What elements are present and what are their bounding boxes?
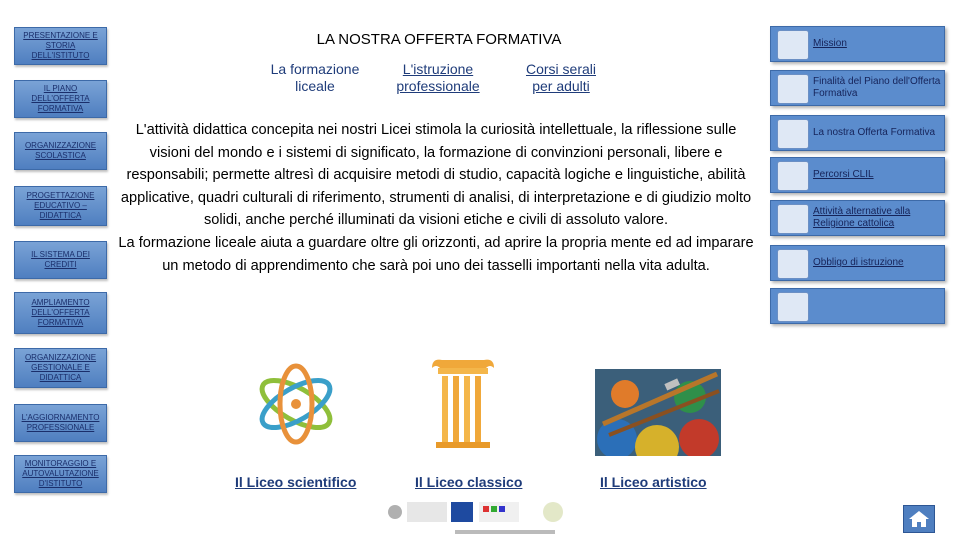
nav-label: Attività alternative alla Religione cattolica (813, 206, 911, 229)
column-illustration[interactable] (428, 356, 498, 450)
tab-istruzione-professionale[interactable]: L'istruzione professionale (396, 61, 480, 94)
nav-mission[interactable] (770, 26, 945, 62)
nav-label: Finalità del Piano dell'Offerta Formativa (813, 76, 941, 99)
link-liceo-classico[interactable]: Il Liceo classico (415, 474, 523, 490)
nav-square-icon (777, 204, 809, 234)
nav-nostra-offerta[interactable] (770, 115, 945, 151)
description-paragraph-2: La formazione liceale aiuta a guardare oltre gli orizzonti, ad aprire la propria mente ed ad imparare un metodo di apprendimento che sarà poi uno dei tasselli importanti nella vita adulta. (118, 234, 754, 274)
nav-organizzazione-gestionale[interactable]: ORGANIZZAZIONE GESTIONALE E DIDATTICA (14, 348, 107, 388)
nav-monitoraggio-autovalutazione[interactable]: MONITORAGGIO E AUTOVALUTAZIONE D'ISTITUTO (14, 455, 107, 493)
nav-square-icon (777, 74, 809, 104)
nav-square-icon (777, 292, 809, 322)
partner-logos-strip (385, 496, 577, 540)
offerta-description (118, 119, 754, 277)
nav-percorsi-clil[interactable] (770, 157, 945, 193)
tab-formazione-liceale[interactable]: La formazione liceale (270, 61, 360, 94)
nav-ampliamento-offerta[interactable]: AMPLIAMENTO DELL'OFFERTA FORMATIVA (14, 292, 107, 334)
nav-presentazione-storia[interactable]: PRESENTAZIONE E STORIA DELL'ISTITUTO (14, 27, 107, 65)
nav-obbligo-istruzione[interactable] (770, 245, 945, 281)
home-button[interactable] (903, 505, 935, 533)
tab-corsi-serali[interactable]: Corsi serali per adulti (525, 61, 596, 94)
nav-square-icon (777, 119, 809, 149)
nav-label (813, 289, 942, 323)
nav-square-icon (777, 249, 809, 279)
nav-finalita-piano[interactable] (770, 70, 945, 106)
atom-illustration[interactable] (253, 360, 339, 448)
nav-organizzazione-scolastica[interactable]: ORGANIZZAZIONE SCOLASTICA (14, 132, 107, 170)
nav-empty-slot[interactable] (770, 288, 945, 324)
link-liceo-scientifico[interactable]: Il Liceo scientifico (235, 474, 357, 490)
description-paragraph-1: L'attività didattica concepita nei nostri Licei stimola la curiosità intellettuale, la riflessione sulle visioni del mondo e i sistemi di significato, la formazione di convinzioni personali, libere e responsabili; permette altresì di acquisire metodi di studio, capacità logiche e linguistiche, abilità applicative, quadri culturali di riferimento, strumenti di analisi, di interpretazione e di giudizio molto solidi, anche perché illuminati da visioni etiche e civili di assoluto valore. (120, 122, 752, 229)
link-liceo-artistico[interactable]: Il Liceo artistico (600, 474, 707, 490)
nav-label: Mission (813, 38, 847, 49)
nav-label: Obbligo di istruzione (813, 257, 904, 268)
nav-piano-offerta-formativa[interactable]: IL PIANO DELL'OFFERTA FORMATIVA (14, 80, 107, 118)
nav-label: La nostra Offerta Formativa (813, 127, 936, 138)
nav-square-icon (777, 161, 809, 191)
page-title: LA NOSTRA OFFERTA FORMATIVA (316, 31, 562, 48)
home-icon (908, 510, 930, 528)
nav-sistema-crediti[interactable]: IL SISTEMA DEI CREDITI (14, 241, 107, 279)
art-supplies-photo[interactable] (595, 369, 721, 456)
nav-square-icon (777, 30, 809, 60)
nav-label: Percorsi CLIL (813, 169, 874, 180)
nav-attivita-alternative[interactable] (770, 200, 945, 236)
nav-progettazione-educativo[interactable]: PROGETTAZIONE EDUCATIVO – DIDATTICA (14, 186, 107, 226)
nav-aggiornamento-professionale[interactable]: L'AGGIORNAMENTO PROFESSIONALE (14, 404, 107, 442)
